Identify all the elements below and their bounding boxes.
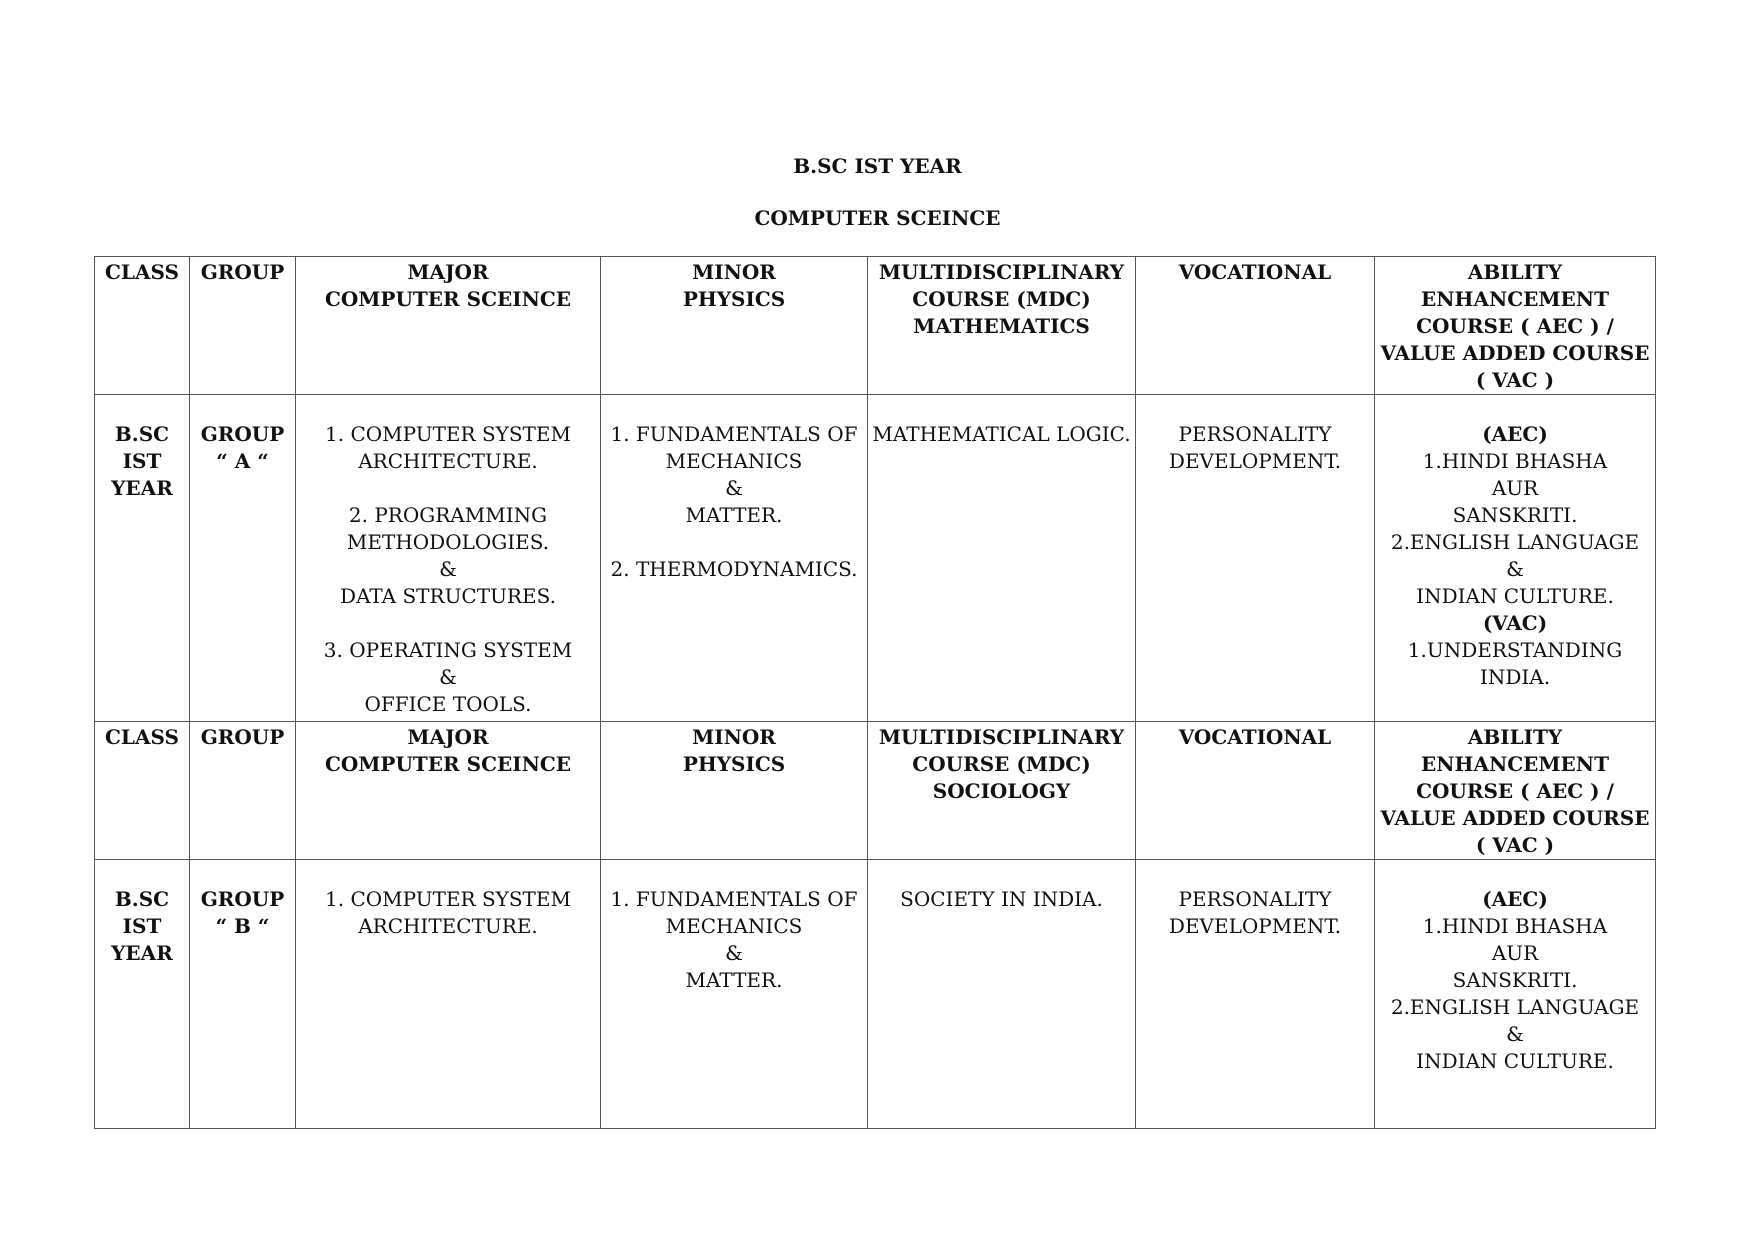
header-aec-vac: ABILITY ENHANCEMENT COURSE ( AEC ) / VALUE ADDED COURSE ( VAC ) — [1375, 257, 1656, 395]
vocational-cell: PERSONALITY DEVELOPMENT. — [1136, 395, 1375, 722]
class-cell: B.SC IST YEAR — [95, 860, 190, 1129]
header-mdc: MULTIDISCIPLINARY COURSE (MDC) SOCIOLOGY — [868, 722, 1136, 860]
minor-cell: 1. FUNDAMENTALS OF MECHANICS & MATTER. — [601, 860, 868, 1129]
aec-vac-cell — [1375, 395, 1656, 722]
table-row — [95, 860, 1656, 1129]
aec-heading: (AEC) — [1482, 422, 1548, 446]
page-subtitle: COMPUTER SCEINCE — [754, 206, 1001, 230]
aec-items: 1.HINDI BHASHA AUR SANSKRITI. 2.ENGLISH LANGUAGE & INDIAN CULTURE. — [1390, 914, 1640, 1073]
header-group: GROUP — [190, 257, 296, 395]
group-cell: GROUP “ B “ — [190, 860, 296, 1129]
course-table — [94, 256, 1656, 1129]
header-class: CLASS — [95, 257, 190, 395]
class-cell: B.SC IST YEAR — [95, 395, 190, 722]
table-header-row — [95, 722, 1656, 860]
header-major: MAJOR COMPUTER SCEINCE — [296, 722, 601, 860]
aec-vac-cell — [1375, 860, 1656, 1129]
header-class: CLASS — [95, 722, 190, 860]
mdc-cell: SOCIETY IN INDIA. — [868, 860, 1136, 1129]
header-aec-vac: ABILITY ENHANCEMENT COURSE ( AEC ) / VALUE ADDED COURSE ( VAC ) — [1375, 722, 1656, 860]
header-minor: MINOR PHYSICS — [601, 257, 868, 395]
header-vocational: VOCATIONAL — [1136, 257, 1375, 395]
minor-cell: 1. FUNDAMENTALS OF MECHANICS & MATTER. 2. THERMODYNAMICS. — [601, 395, 868, 722]
header-mdc: MULTIDISCIPLINARY COURSE (MDC) MATHEMATICS — [868, 257, 1136, 395]
header-vocational: VOCATIONAL — [1136, 722, 1375, 860]
table-header-row — [95, 257, 1656, 395]
page-title: B.SC IST YEAR — [793, 154, 962, 178]
header-major: MAJOR COMPUTER SCEINCE — [296, 257, 601, 395]
aec-heading: (AEC) — [1482, 887, 1548, 911]
mdc-cell: MATHEMATICAL LOGIC. — [868, 395, 1136, 722]
header-minor: MINOR PHYSICS — [601, 722, 868, 860]
group-cell: GROUP “ A “ — [190, 395, 296, 722]
table-row — [95, 395, 1656, 722]
major-cell: 1. COMPUTER SYSTEM ARCHITECTURE. — [296, 860, 601, 1129]
major-cell: 1. COMPUTER SYSTEM ARCHITECTURE. 2. PROGRAMMING METHODOLOGIES. & DATA STRUCTURES. 3. OPERATING SYSTEM & OFFICE TOOLS. — [296, 395, 601, 722]
vac-heading: (VAC) — [1482, 611, 1548, 635]
vac-items: 1.UNDERSTANDING INDIA. — [1407, 638, 1623, 689]
vocational-cell: PERSONALITY DEVELOPMENT. — [1136, 860, 1375, 1129]
aec-items: 1.HINDI BHASHA AUR SANSKRITI. 2.ENGLISH LANGUAGE & INDIAN CULTURE. — [1390, 449, 1640, 608]
header-group: GROUP — [190, 722, 296, 860]
